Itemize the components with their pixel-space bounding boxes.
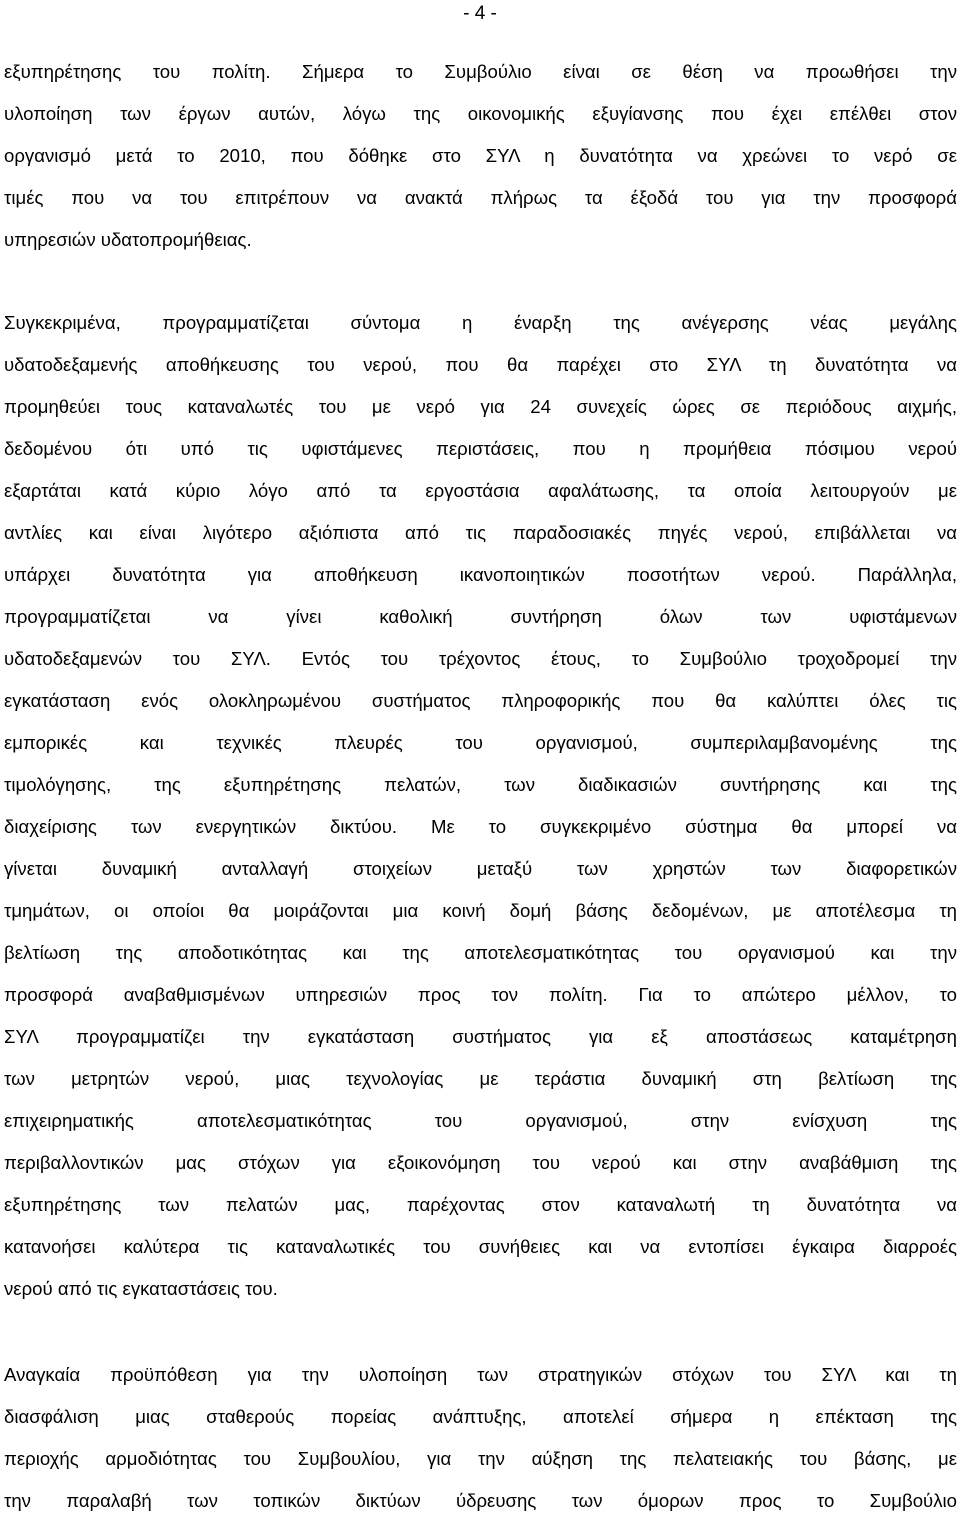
text-line: βελτίωση της αποδοτικότητας και της αποτελεσματικότητας του οργανισμού και την xyxy=(4,942,957,963)
text-line: Συγκεκριμένα, προγραμματίζεται σύντομα η έναρξη της ανέγερσης νέας μεγάλης xyxy=(4,312,957,333)
text-line: κατανοήσει καλύτερα τις καταναλωτικές του συνήθειες και να εντοπίσει έγκαιρα διαρροές xyxy=(4,1236,957,1257)
text-line: εξαρτάται κατά κύριο λόγο από τα εργοστάσια αφαλάτωσης, τα οποία λειτουργούν με xyxy=(4,480,957,501)
paragraph-3 xyxy=(4,1354,957,1522)
text-line: δεδομένου ότι υπό τις υφιστάμενες περιστάσεις, που η προμήθεια πόσιμου νερού xyxy=(4,438,957,459)
paragraph-1 xyxy=(4,51,957,261)
text-line: Αναγκαία προϋπόθεση για την υλοποίηση των στρατηγικών στόχων του ΣΥΛ και τη xyxy=(4,1364,957,1385)
text-line: εγκατάσταση ενός ολοκληρωμένου συστήματος πληροφορικής που θα καλύπτει όλες τις xyxy=(4,690,957,711)
text-line: διασφάλιση μιας σταθερούς πορείας ανάπτυξης, αποτελεί σήμερα η επέκταση της xyxy=(4,1406,957,1427)
text-line: εξυπηρέτησης του πολίτη. Σήμερα το Συμβούλιο είναι σε θέση να προωθήσει την xyxy=(4,61,957,82)
page-number: - 4 - xyxy=(463,3,497,24)
text-line: τιμές που να του επιτρέπουν να ανακτά πλήρως τα έξοδά του για την προσφορά xyxy=(4,187,957,208)
text-line: επιχειρηματικής αποτελεσματικότητας του οργανισμού, στην ενίσχυση της xyxy=(4,1110,957,1131)
paragraph-2 xyxy=(4,302,957,1310)
text-line: υλοποίηση των έργων αυτών, λόγω της οικονομικής εξυγίανσης που έχει επέλθει στον xyxy=(4,103,957,124)
text-line: εμπορικές και τεχνικές πλευρές του οργανισμού, συμπεριλαμβανομένης της xyxy=(4,732,957,753)
text-line: τιμολόγησης, της εξυπηρέτησης πελατών, των διαδικασιών συντήρησης και της xyxy=(4,774,957,795)
text-line: εξυπηρέτησης των πελατών μας, παρέχοντας στον καταναλωτή τη δυνατότητα να xyxy=(4,1194,957,1215)
text-line: διαχείρισης των ενεργητικών δικτύου. Με το συγκεκριμένο σύστημα θα μπορεί να xyxy=(4,816,957,837)
text-line: προγραμματίζεται να γίνει καθολική συντήρηση όλων των υφιστάμενων xyxy=(4,606,957,627)
text-line: υδατοδεξαμενής αποθήκευσης του νερού, που θα παρέχει στο ΣΥΛ τη δυνατότητα να xyxy=(4,354,957,375)
text-line: γίνεται δυναμική ανταλλαγή στοιχείων μεταξύ των χρηστών των διαφορετικών xyxy=(4,858,957,879)
text-line: υπηρεσιών υδατοπρομήθειας. xyxy=(4,229,252,250)
text-line: ΣΥΛ προγραμματίζει την εγκατάσταση συστήματος για εξ αποστάσεως καταμέτρηση xyxy=(4,1026,957,1047)
text-line: προμηθεύει τους καταναλωτές του με νερό για 24 συνεχείς ώρες σε περιόδους αιχμής, xyxy=(4,396,957,417)
text-line: τμημάτων, οι οποίοι θα μοιράζονται μια κοινή δομή βάσης δεδομένων, με αποτέλεσμα τη xyxy=(4,900,957,921)
text-line: αντλίες και είναι λιγότερο αξιόπιστα από τις παραδοσιακές πηγές νερού, επιβάλλεται να xyxy=(4,522,957,543)
text-line: την παραλαβή των τοπικών δικτύων ύδρευσης των όμορων προς το Συμβούλιο xyxy=(4,1490,957,1511)
text-line: των μετρητών νερού, μιας τεχνολογίας με τεράστια δυναμική στη βελτίωση της xyxy=(4,1068,957,1089)
text-line: περιοχής αρμοδιότητας του Συμβουλίου, για την αύξηση της πελατειακής του βάσης, με xyxy=(4,1448,957,1469)
text-line: υπάρχει δυνατότητα για αποθήκευση ικανοποιητικών ποσοτήτων νερού. Παράλληλα, xyxy=(4,564,957,585)
text-line: οργανισμό μετά το 2010, που δόθηκε στο ΣΥΛ η δυνατότητα να χρεώνει το νερό σε xyxy=(4,145,957,166)
text-line: νερού από τις εγκαταστάσεις του. xyxy=(4,1278,278,1299)
text-line: υδατοδεξαμενών του ΣΥΛ. Εντός του τρέχοντος έτους, το Συμβούλιο τροχοδρομεί την xyxy=(4,648,957,669)
text-line: περιβαλλοντικών μας στόχων για εξοικονόμηση του νερού και στην αναβάθμιση της xyxy=(4,1152,957,1173)
text-line: προσφορά αναβαθμισμένων υπηρεσιών προς τον πολίτη. Για το απώτερο μέλλον, το xyxy=(4,984,957,1005)
